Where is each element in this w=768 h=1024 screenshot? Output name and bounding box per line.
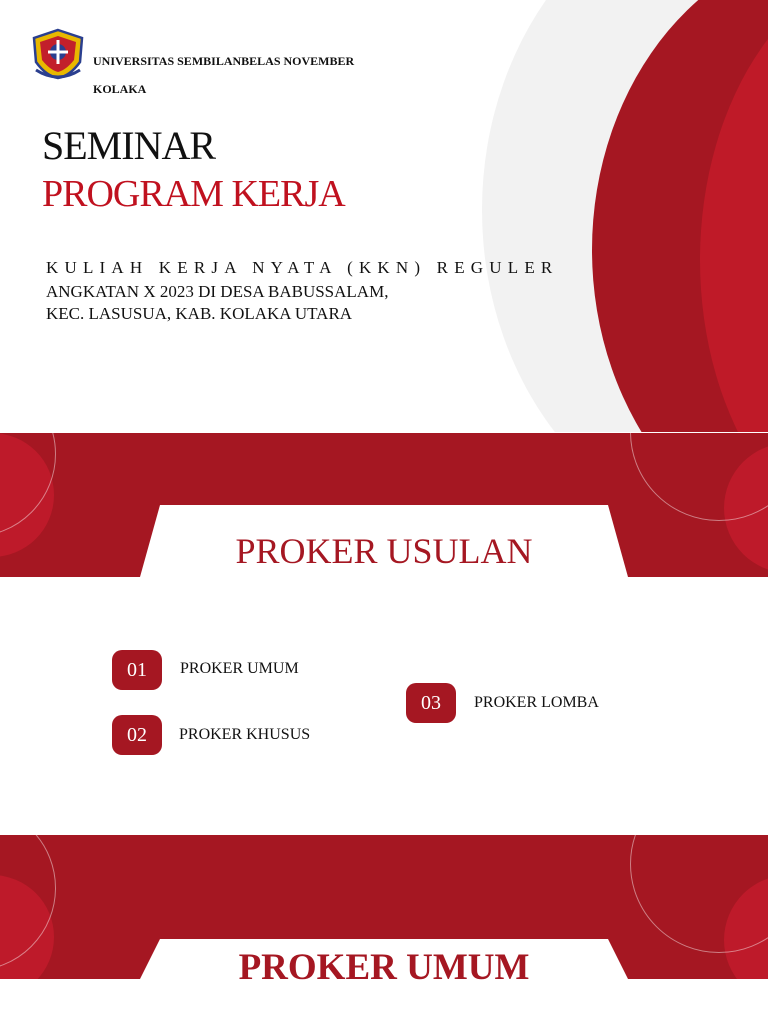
decorative-ring-right — [630, 835, 768, 953]
item-number-badge: 03 — [406, 683, 456, 723]
proker-list — [0, 577, 768, 835]
university-emblem-icon — [30, 28, 86, 80]
list-item-proker-lomba: PROKER LOMBA — [474, 694, 599, 711]
subtitle-location: KEC. LASUSUA, KAB. KOLAKA UTARA — [46, 304, 353, 323]
title-slide — [0, 0, 768, 432]
item-number-badge: 01 — [112, 650, 162, 690]
title-seminar: SEMINAR — [42, 123, 216, 168]
subtitle-kkn: KULIAH KERJA NYATA (KKN) REGULER — [46, 258, 559, 277]
proker-umum-title: PROKER UMUM — [238, 947, 530, 988]
title-program-kerja: PROGRAM KERJA — [42, 173, 345, 215]
university-name: UNIVERSITAS SEMBILANBELAS NOVEMBER — [93, 54, 355, 68]
list-item-proker-umum: PROKER UMUM — [180, 660, 299, 677]
university-location: KOLAKA — [93, 82, 147, 96]
item-number-badge: 02 — [112, 715, 162, 755]
list-item-proker-khusus: PROKER KHUSUS — [179, 726, 311, 743]
proker-usulan-title: PROKER USULAN — [235, 531, 533, 571]
subtitle-angkatan: ANGKATAN X 2023 DI DESA BABUSSALAM, — [46, 282, 389, 301]
decorative-ring-right — [630, 433, 768, 521]
